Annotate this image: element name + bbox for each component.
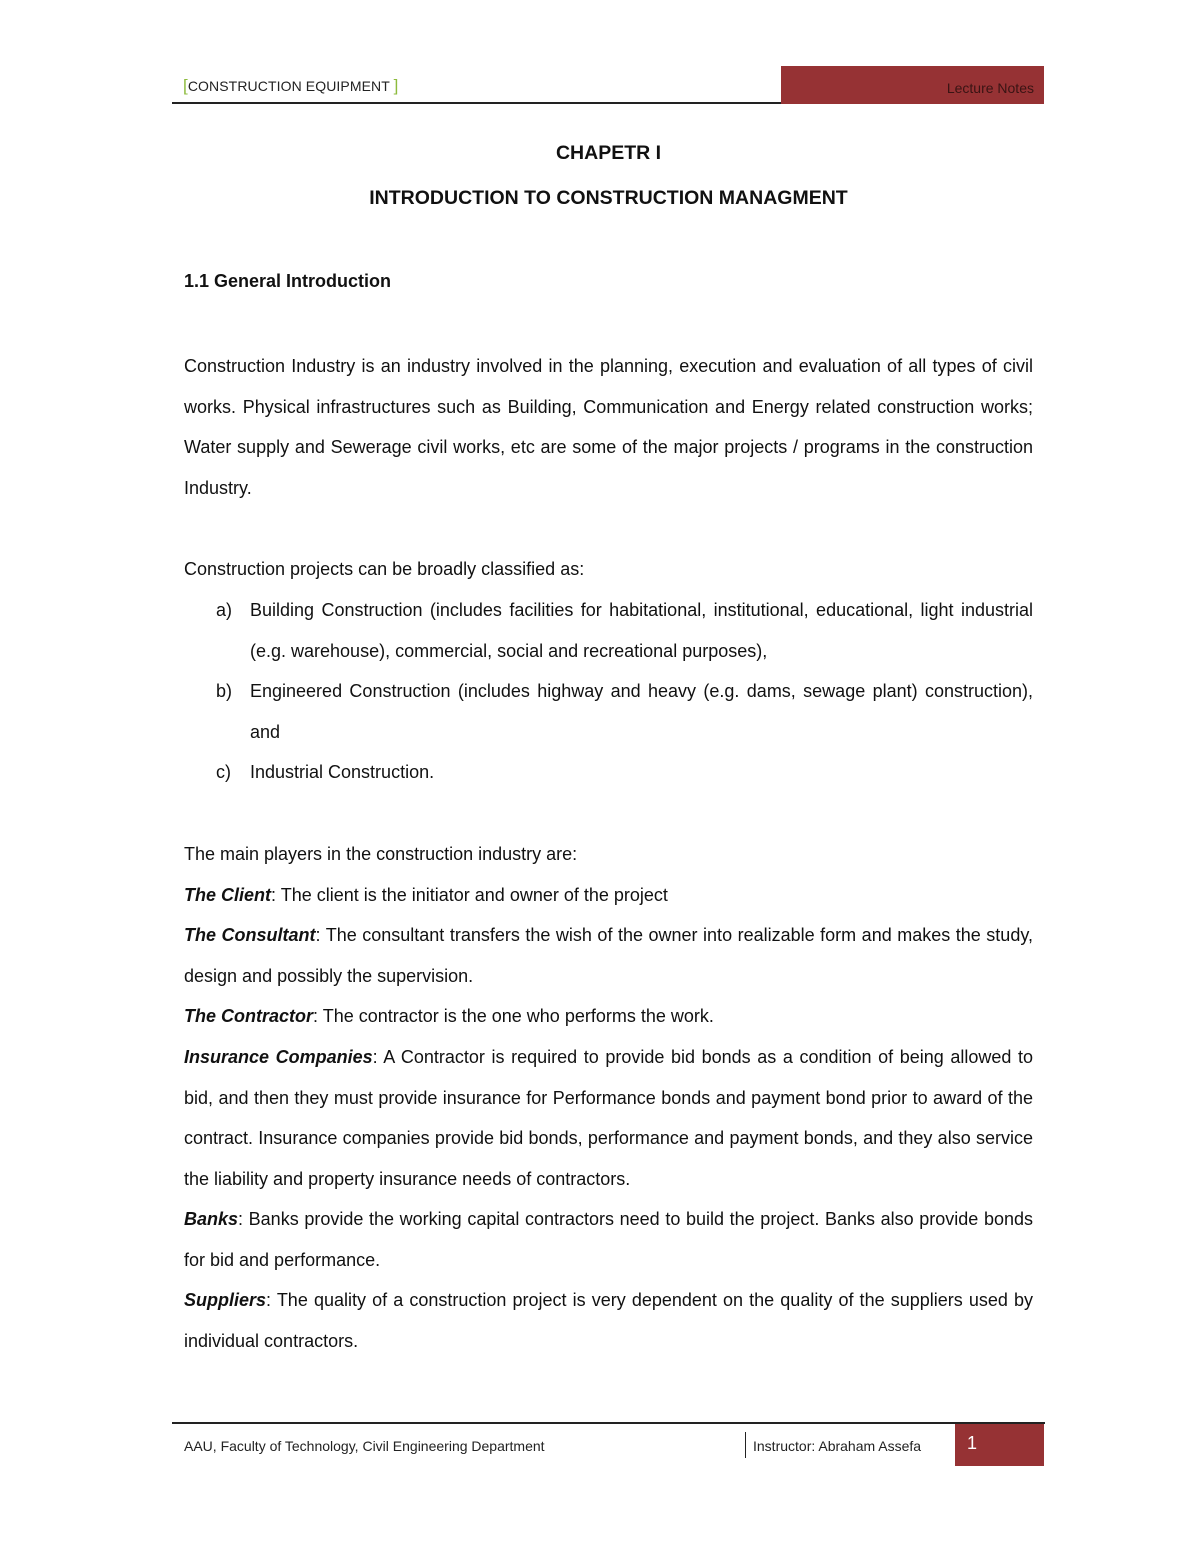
list-item-text: Engineered Construction (includes highway and heavy (e.g. dams, sewage plant) construction), and: [250, 681, 1033, 742]
page-number-box: [955, 1424, 1044, 1466]
player-text: : Banks provide the working capital contractors need to build the project. Banks also provide bonds for bid and performance.: [184, 1209, 1033, 1270]
header-rule: [172, 102, 784, 104]
footer-instructor: Instructor: Abraham Assefa: [753, 1438, 922, 1454]
bracket-close: ]: [393, 76, 399, 95]
player-term: Insurance Companies: [184, 1046, 373, 1067]
chapter-title: INTRODUCTION TO CONSTRUCTION MANAGMENT: [369, 187, 848, 209]
header-label: Lecture Notes: [946, 80, 1034, 96]
footer-separator: [745, 1432, 746, 1458]
list-item: [216, 590, 1033, 671]
list-item-text: Building Construction (includes facilities for habitational, institutional, educational, light industrial (e.g. warehouse), commercial, social and recreational purposes),: [250, 599, 1033, 661]
player-term: Suppliers: [184, 1290, 267, 1311]
player-entry: [184, 1199, 1033, 1280]
bracket-open: [: [183, 76, 188, 95]
player-entry: [184, 996, 1033, 1037]
player-entry: [184, 1037, 1033, 1199]
player-text: : The consultant transfers the wish of the owner into realizable form and makes the study, design and possibly the supervision.: [184, 925, 1033, 986]
players-intro: The main players in the construction industry are:: [184, 843, 578, 864]
list-item-label: a): [216, 599, 233, 620]
list-item-label: b): [216, 681, 233, 702]
player-term: The Consultant: [184, 925, 316, 946]
intro-paragraph: Construction Industry is an industry involved in the planning, execution and evaluation of all types of civil works. Physical infrastructures such as Building, Communication and Energy related construction works; Water supply and Sewerage civil works, etc are some of the major projects / programs in the construction Industry.: [184, 356, 1033, 498]
section-heading: 1.1 General Introduction: [184, 271, 392, 291]
list-item-text: Industrial Construction.: [250, 762, 435, 783]
player-text: : The contractor is the one who performs the work.: [313, 1006, 714, 1027]
player-entry: [184, 1280, 1033, 1361]
page-number: 1: [967, 1433, 978, 1453]
player-text: : The client is the initiator and owner of the project: [271, 884, 668, 905]
footer-department: AAU, Faculty of Technology, Civil Engineering Department: [184, 1438, 545, 1454]
list-item: [216, 671, 1033, 752]
player-text: : A Contractor is required to provide bid bonds as a condition of being allowed to bid, and then they must provide insurance for Performance bonds and payment bond prior to award of the contract. Insurance companies provide bid bonds, performance and payment bonds, and they also service the liability and property insurance needs of contractors.: [184, 1046, 1033, 1189]
chapter-label: CHAPETR I: [555, 142, 662, 164]
classify-intro: Construction projects can be broadly classified as:: [184, 559, 585, 580]
header-title-text: CONSTRUCTION EQUIPMENT: [187, 78, 390, 94]
header-title: [183, 76, 399, 96]
header-label-box: [781, 66, 1044, 104]
footer-rule: [172, 1422, 1045, 1424]
list-item-label: c): [216, 762, 231, 783]
player-term: Banks: [184, 1209, 239, 1230]
classification-list: [184, 590, 1033, 793]
player-entry: [184, 875, 1033, 916]
player-entry: [184, 915, 1033, 996]
list-item: [216, 752, 1033, 793]
player-term: The Contractor: [184, 1006, 314, 1027]
player-term: The Client: [184, 884, 272, 905]
player-text: : The quality of a construction project is very dependent on the quality of the suppliers used by individual contractors.: [184, 1290, 1033, 1352]
page-content: [184, 130, 1033, 1362]
